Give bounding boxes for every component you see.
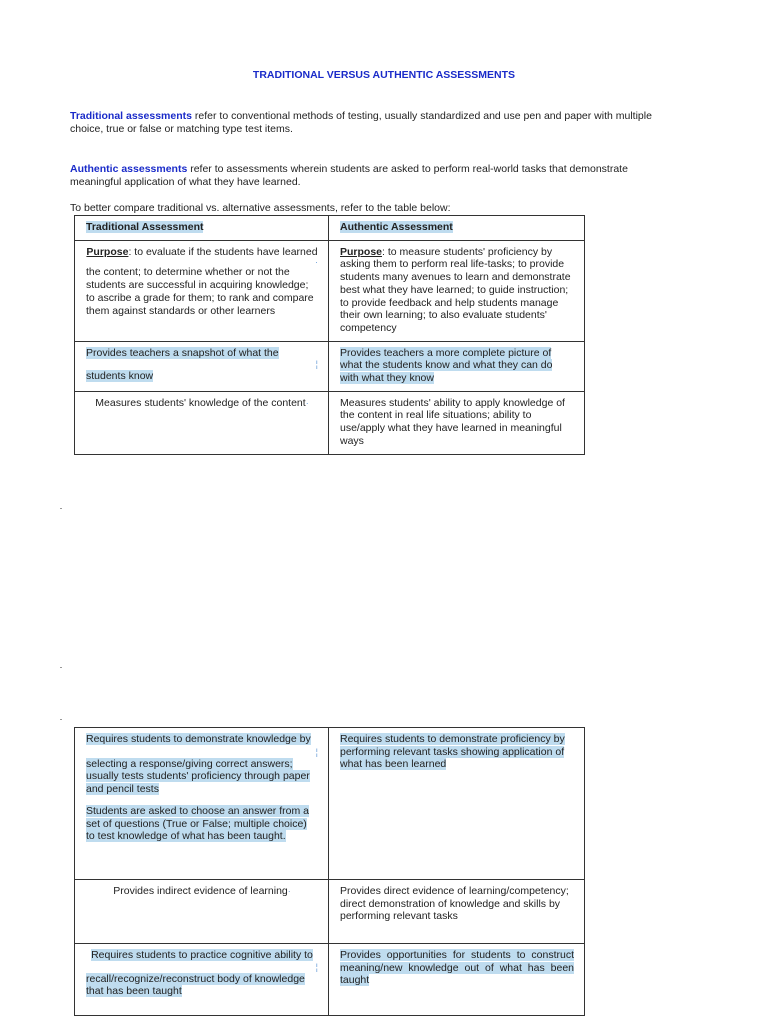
header-traditional: Traditional Assessment xyxy=(86,221,204,233)
purpose-traditional-a: : to evaluate if the students have learned xyxy=(128,245,318,258)
comparison-table-1 xyxy=(74,215,585,455)
snapshot-text-a: Provides teachers a snapshot of what the xyxy=(86,346,279,359)
construct-meaning-cell xyxy=(329,944,585,1016)
ability-cell xyxy=(329,391,585,454)
header-authentic: Authentic Assessment xyxy=(340,221,453,233)
authentic-definition xyxy=(70,163,680,188)
purpose-label: Purpose xyxy=(86,245,129,258)
direct-evidence-cell xyxy=(329,880,585,944)
snapshot-cell xyxy=(75,341,329,391)
demonstrate-text-b: selecting a response/giving correct answers; usually tests students' proficiency through paper and pencil tests xyxy=(86,757,310,796)
table-row xyxy=(75,880,585,944)
document-title: TRADITIONAL VERSUS AUTHENTIC ASSESSMENTS xyxy=(252,69,516,81)
purpose-traditional-cell xyxy=(75,240,329,341)
purpose-traditional-b: the content; to determine whether or not the students are successful in acquiring knowledge; to ascribe a grade for them; to rank and compare them against standards or other learners xyxy=(86,266,314,317)
authentic-term: Authentic assessments xyxy=(70,163,188,175)
traditional-definition xyxy=(70,110,680,135)
indirect-evidence-text: Provides indirect evidence of learning xyxy=(113,885,288,897)
complete-picture-cell xyxy=(329,341,585,391)
margin-mark xyxy=(60,667,62,668)
demonstrate-proficiency-text: Requires students to demonstrate proficiency by performing relevant tasks showing application of what has been learned xyxy=(340,733,565,771)
table-row xyxy=(75,240,585,341)
table-header-row xyxy=(75,216,585,241)
direct-evidence-text: Provides direct evidence of learning/competency; direct demonstration of knowledge and skills by performing relevant tasks xyxy=(340,885,569,923)
complete-picture-text: Provides teachers a more complete picture of what the students know and what they can do with what they know xyxy=(340,346,553,385)
header-cell-authentic xyxy=(329,216,585,241)
demonstrate-text-a: Requires students to demonstrate knowledge by xyxy=(86,733,311,745)
knowledge-text: Measures students' knowledge of the content xyxy=(95,396,306,409)
table-row xyxy=(75,341,585,391)
knowledge-cell xyxy=(75,391,329,454)
demonstrate-knowledge-cell xyxy=(75,728,329,880)
purpose-label: Purpose xyxy=(340,245,383,258)
table-row xyxy=(75,728,585,880)
cognitive-text-a: Requires students to practice cognitive ability to xyxy=(91,949,313,961)
indirect-evidence-cell xyxy=(75,880,329,944)
purpose-authentic-cell xyxy=(329,240,585,341)
table-row xyxy=(75,391,585,454)
dot-marker: · xyxy=(315,257,318,268)
compare-sentence: To better compare traditional vs. alternative assessments, refer to the table below: xyxy=(70,202,451,214)
snapshot-text-b: students know xyxy=(86,370,154,383)
margin-mark xyxy=(60,719,62,720)
demonstrate-proficiency-cell xyxy=(329,728,585,880)
cursor-marker: ¦ xyxy=(315,746,318,757)
cognitive-text-b: recall/recognize/reconstruct body of knowledge that has been taught xyxy=(86,972,305,998)
dot-marker: · xyxy=(287,886,291,896)
cursor-marker: ¦ xyxy=(315,359,318,370)
traditional-term: Traditional assessments xyxy=(70,110,192,122)
cursor-marker: ¦ xyxy=(315,961,318,972)
ability-text: Measures students' ability to apply knowledge of the content in real life situations; ability to use/apply what they have learned in meaningful ways xyxy=(340,396,565,447)
cognitive-ability-cell xyxy=(75,944,329,1016)
construct-meaning-text: Provides opportunities for students to construct meaning/new knowledge out of what has been taught xyxy=(340,949,574,987)
dot-marker: · xyxy=(305,397,309,408)
comparison-table-2 xyxy=(74,727,585,1016)
traditional-text: refer to conventional methods of testing, usually standardized and use pen and paper with multiple choice, true or false or matching type test items. xyxy=(70,110,652,135)
demonstrate-text-c: Students are asked to choose an answer from a set of questions (True or False; multiple choice) to test knowledge of what has been taught. xyxy=(86,804,309,843)
margin-mark xyxy=(60,508,62,509)
authentic-text: refer to assessments wherein students are asked to perform real-world tasks that demonstrate meaningful application of what they have learned. xyxy=(70,163,628,188)
table-row xyxy=(75,944,585,1016)
purpose-traditional-lead xyxy=(86,246,318,259)
purpose-authentic: : to measure students' proficiency by asking them to perform real life-tasks; to provide students many avenues to learn and demonstrate best what they have learned; to guide instruction; to provide feedback and help students manage their own learning; to also evaluate students' competency xyxy=(340,245,571,334)
header-cell-traditional xyxy=(75,216,329,241)
